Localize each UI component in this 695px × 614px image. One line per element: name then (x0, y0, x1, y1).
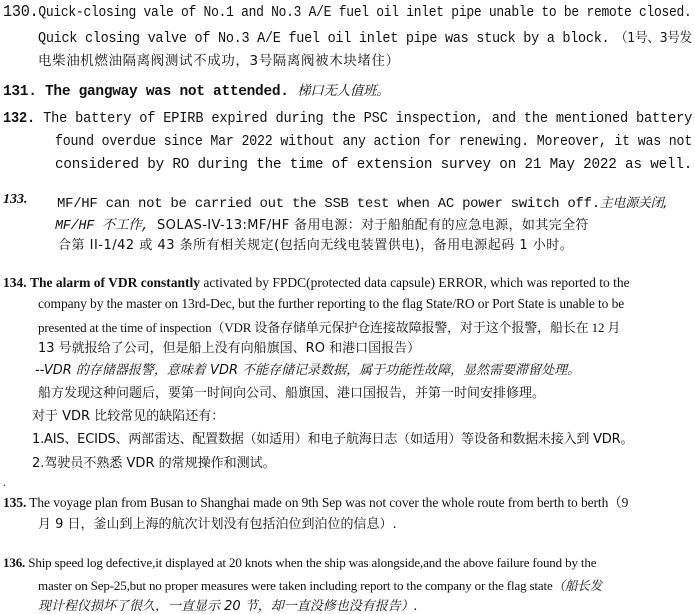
item-130-text-2: Quick closing valve of No.3 A/E fuel oil inlet pipe was stuck by a block. (38, 31, 610, 47)
item-131-line (3, 79, 389, 100)
item-134-line-2: company by the master on 13rd-Dec, but the further reporting to the flag State/RO or Port State is unable to be (38, 296, 625, 311)
item-136-text-2: master on Sep-25,but no proper measures were taken including report to the company or the flag state (38, 578, 553, 593)
item-134-line-9: 2.驾驶员不熟悉 VDR 的常规操作和测试。 (32, 456, 276, 471)
item-131-cn: 梯口无人值班。 (297, 83, 390, 99)
stray-dot: . (3, 475, 6, 489)
item-134-line-6: 船方发现这种问题后，要第一时间向公司、船旗国、港口国报告，并第一时间安排修理。 (38, 386, 546, 401)
item-136-line-1 (3, 555, 596, 571)
item-130-number: 130. (3, 3, 39, 22)
item-133-line-1 (57, 192, 667, 212)
item-130-line-1 (3, 3, 692, 22)
item-134-line-5: --VDR 的存储器报警，意味着 VDR 不能存储记录数据，属于功能性故障，显然需要滞留处理。 (35, 363, 581, 378)
item-135-text-1: The voyage plan from Busan to Shanghai made on 9th Sep was not cover the whole route from berth to berth（9 (29, 495, 629, 510)
item-134-line-7: 对于 VDR 比较常见的缺陷还有： (32, 409, 225, 424)
item-133-text-1: MF/HF can not be carried out the SSB test when AC power switch off. (57, 196, 600, 212)
item-133-text-2: SOLAS-IV-13:MF/HF 备用电源：对于船舶配有的应急电源，如其完全符 (157, 218, 589, 233)
item-132-text-1: The battery of EPIRB expired during the PSC inspection, and the mentioned battery (43, 111, 693, 127)
item-130-line-3: 电柴油机燃油隔离阀测试不成功，3号隔离阀被木块堵住） (38, 53, 400, 69)
item-135-number: 135. (3, 495, 27, 510)
item-136-number: 136. (3, 555, 26, 570)
item-131-number: 131. (3, 84, 37, 100)
item-132-line-3: considered by RO during the time of extension survey on 21 May 2022 as well. (55, 157, 693, 173)
item-136-text-1: Ship speed log defective,it displayed at 20 knots when the ship was alongside,and the above failure found by the (28, 555, 597, 570)
item-134-line-8: 1.AIS、ECIDS、两部雷达、配置数据（如适用）和电子航海日志（如适用）等设备和数据未接入到 VDR。 (32, 432, 634, 447)
item-136-text-2-cn: （船长发 (552, 578, 602, 593)
item-133-text-1-cn: 主电源关闭, (599, 196, 668, 211)
item-130-line-2 (38, 26, 692, 47)
item-134-title: The alarm of VDR constantly (30, 275, 200, 290)
item-133-text-2-italic: MF/HF 不工作, (55, 219, 150, 234)
item-131-title: The gangway was not attended. (45, 84, 289, 100)
item-135-line-1 (3, 491, 628, 511)
item-132-number: 132. (3, 111, 36, 127)
item-134-line-3: presented at the time of inspection（VDR 设备存储单元保护仓连接故障报警，对于这个报警，船长在 12 月 (38, 320, 621, 335)
item-133-number: 133. (3, 192, 28, 207)
item-130-text-1: Quick-closing vale of No.1 and No.3 A/E fuel oil inlet pipe unable to be remote closed. (38, 5, 692, 21)
item-130-text-2-cn: （1号、3号发 (614, 30, 692, 46)
item-132-line-2: found overdue since Mar 2022 without any action for renewing. Moreover, it was not (55, 134, 693, 150)
item-136-line-3: 现计程仪损坏了很久，一直显示 20 节，却一直没修也没有报告）. (38, 599, 418, 614)
item-133-line-3: 合第 II-1/42 或 43 条所有相关规定(包括向无线电装置供电)，备用电源起码 1 小时。 (58, 238, 574, 253)
item-134-number: 134. (3, 275, 27, 290)
item-136-line-2 (38, 576, 602, 594)
item-134-text-1: activated by FPDC(protected data capsule) ERROR, which was reported to the (200, 275, 630, 290)
item-132-line-1 (3, 111, 692, 127)
item-133-line-2 (55, 213, 589, 234)
item-134-line-1 (3, 275, 630, 291)
item-135-line-2: 月 9 日，釜山到上海的航次计划没有包括泊位到泊位的信息）. (38, 517, 397, 532)
item-134-line-4: 13 号就报给了公司，但是船上没有向船旗国、RO 和港口国报告） (38, 341, 421, 356)
